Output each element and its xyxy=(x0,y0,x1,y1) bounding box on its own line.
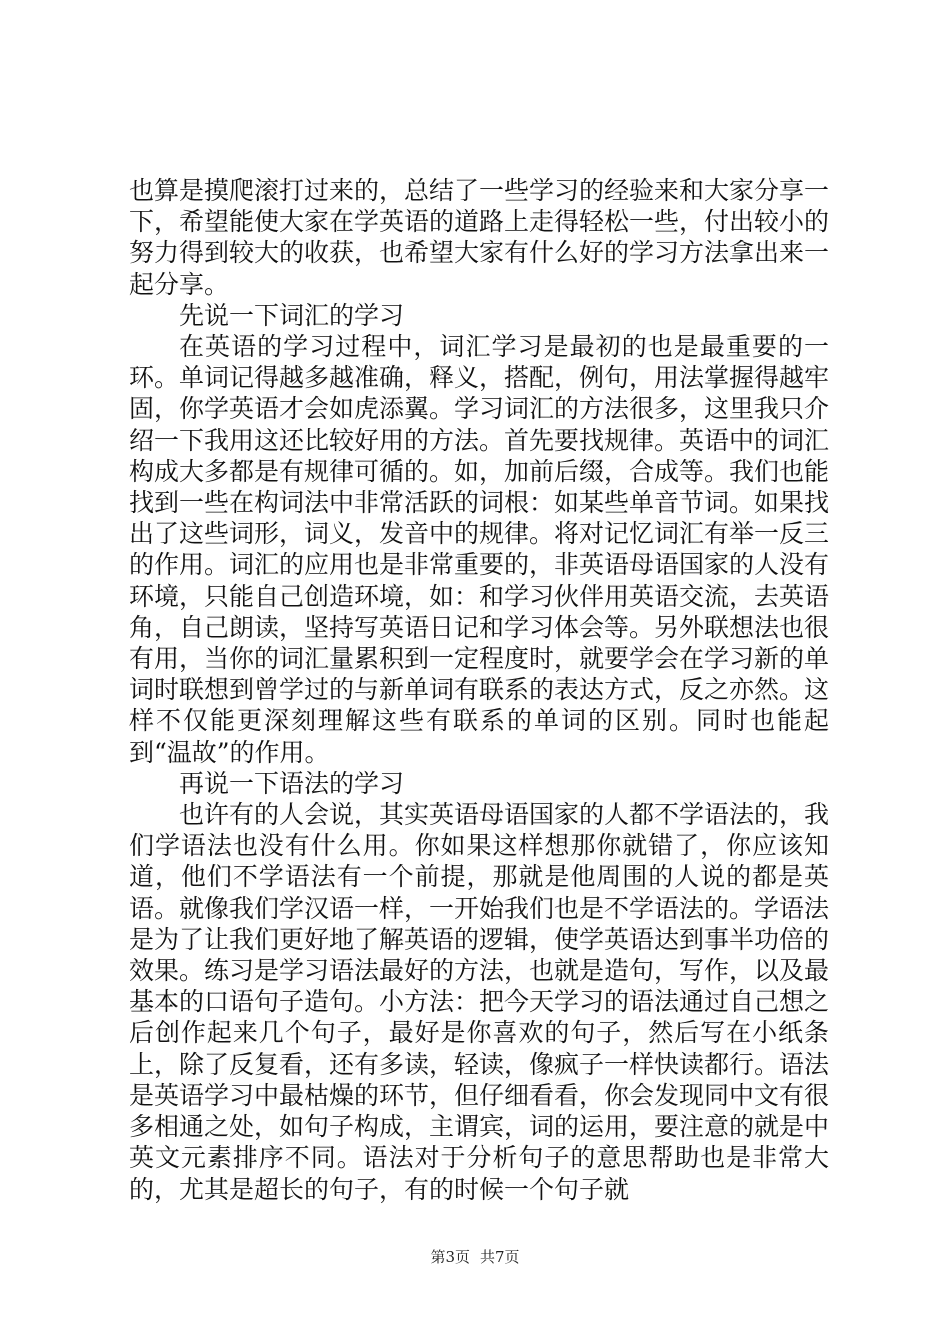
paragraph-vocabulary: 在英语的学习过程中，词汇学习是最初的也是最重要的一环。单词记得越多越准确，释义，搭配，例句，用法掌握得越牢固，你学英语才会如虎添翼。学习词汇的方法很多，这里我只介绍一下我用这还比较好用的方法。首先要找规律。英语中的词汇构成大多都是有规律可循的。如，加前后缀，合成等。我们也能找到一些在构词法中非常活跃的词根：如某些单音节词。如果找出了这些词形，词义，发音中的规律。将对记忆词汇有举一反三的作用。词汇的应用也是非常重要的，非英语母语国家的人没有环境，只能自己创造环境，如：和学习伙伴用英语交流，去英语角，自己朗读，坚持写英语日记和学习体会等。另外联想法也很有用，当你的词汇量累积到一定程度时，就要学会在学习新的单词时联想到曾学过的与新单词有联系的表达方式，反之亦然。这样不仅能更深刻理解这些有联系的单词的区别。同时也能起到“温故”的作用。 xyxy=(129,332,830,767)
section-heading-grammar: 再说一下语法的学习 xyxy=(179,768,405,798)
page-footer xyxy=(0,1246,950,1267)
page-number: 第3页 xyxy=(430,1248,470,1266)
document-body xyxy=(129,175,829,1205)
section-heading-vocabulary: 先说一下词汇的学习 xyxy=(179,300,405,330)
paragraph-grammar: 也许有的人会说，其实英语母语国家的人都不学语法的，我们学语法也没有什么用。你如果这样想那你就错了，你应该知道，他们不学语法有一个前提，那就是他周围的人说的都是英语。就像我们学汉语一样，一开始我们也是不学语法的。学语法是为了让我们更好地了解英语的逻辑，使学英语达到事半功倍的效果。练习是学习语法最好的方法，也就是造句，写作，以及最基本的口语句子造句。小方法：把今天学习的语法通过自己想之后创作起来几个句子，最好是你喜欢的句子，然后写在小纸条上，除了反复看，还有多读，轻读，像疯子一样快读都行。语法是英语学习中最枯燥的环节，但仔细看看，你会发现同中文有很多相通之处，如句子构成，主谓宾，词的运用，要注意的就是中英文元素排序不同。语法对于分析句子的意思帮助也是非常大的，尤其是超长的句子，有的时候一个句子就 xyxy=(129,800,830,1204)
page-total: 共7页 xyxy=(480,1248,520,1266)
paragraph-intro-continuation: 也算是摸爬滚打过来的，总结了一些学习的经验来和大家分享一下，希望能使大家在学英语的道路上走得轻松一些，付出较小的努力得到较大的收获，也希望大家有什么好的学习方法拿出来一起分享。 xyxy=(129,176,830,299)
